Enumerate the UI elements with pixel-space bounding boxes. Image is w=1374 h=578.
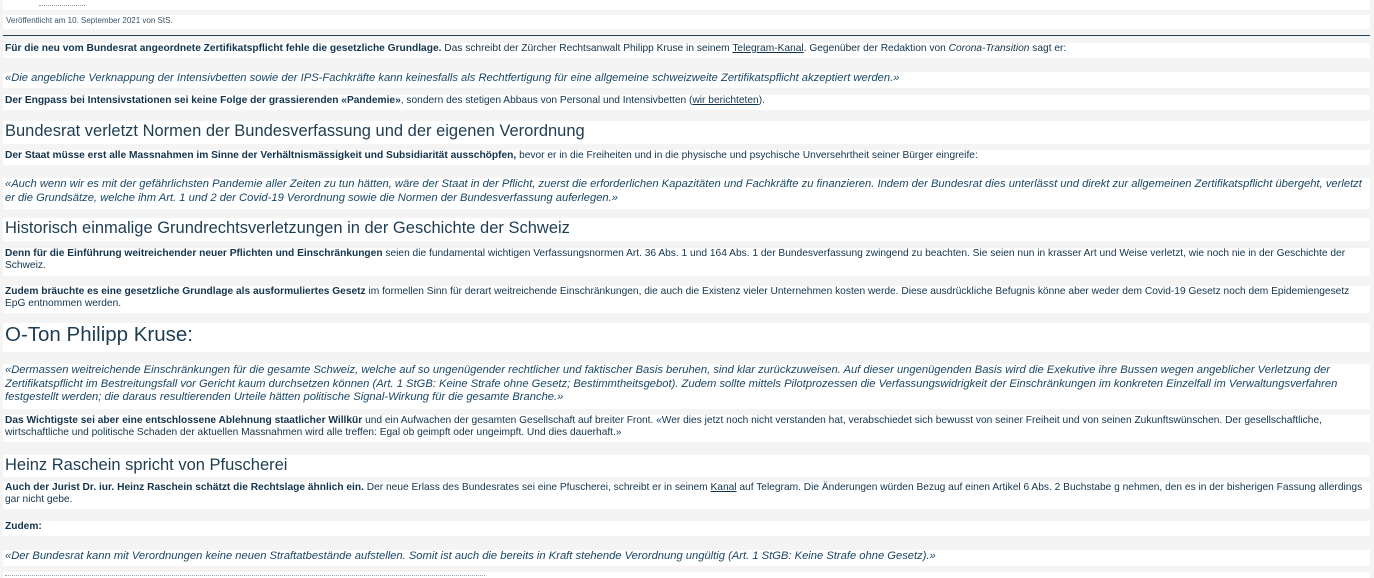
paragraph-rejection xyxy=(3,415,1370,442)
paragraph-text: seien die fundamental wichtigen Verfassungsnormen Art. 36 Abs. 1 und 164 Abs. 1 der Bundesverfassung zwingend zu beachten. Sie seien nun in krasser Art und Weise verletzt, wie noch nie in der Geschichte der Schweiz. xyxy=(5,248,1346,271)
paragraph-raschein xyxy=(3,482,1370,509)
publication-name: Corona-Transition xyxy=(948,43,1030,54)
section-heading-quote: O-Ton Philipp Kruse: xyxy=(3,323,1370,352)
paragraph-lead: Für die neu vom Bundesrat angeordnete Zertifikatspflicht fehle die gesetzliche Grundlage. xyxy=(5,43,442,54)
paragraph-text: Der neue Erlass des Bundesrates sei eine Pfuscherei, schreibt er in seinem xyxy=(363,482,711,493)
blockquote-kruse: «Dermassen weitreichende Einschränkungen für die gesamte Schweiz, welche auf so ungenügender rechtlicher und faktischer Basis beruhen, sind klar zurückzuweisen. Auf dieser ungenügenden Basis wird die Exekutive ihre Bussen wegen angeblicher Verletzung der Zertifikatspflicht im Bestreitungsfall vor Gericht kaum durchsetzen können (Art. 1 StGB: Keine Strafe ohne Gesetz; Bestimmtheitsgebot). Zudem sollte mittels Pilotprozessen die Verfassungswidrigkeit der Einschränkungen im konkreten Einzelfall im Verwaltungsverfahren festgestellt werden; die daraus resultierenden Urteile hätten politische Signal-Wirkung für die gesamte Branche.» xyxy=(3,364,1370,409)
paragraph-text: . Gegenüber der Redaktion von xyxy=(803,43,949,54)
paragraph-text: bevor er in die Freiheiten und in die physische und psychische Unversehrtheit seiner Bürger eingreife: xyxy=(516,150,978,161)
paragraph-obligations xyxy=(3,248,1370,276)
paragraph-text: auf Telegram. Die Änderungen würden Bezug auf einen Artikel 6 Abs. 2 Buchstabe g nehmen, den es in der bisherigen Fassung allerdings gar nicht gebe. xyxy=(5,482,1363,505)
paragraph-bottleneck xyxy=(3,95,1370,110)
previous-content-fragment xyxy=(3,0,1370,10)
paragraph-lead: Der Engpass bei Intensivstationen sei keine Folge der grassierenden «Pandemie» xyxy=(5,95,401,106)
next-content-fragment xyxy=(3,572,1370,578)
blockquote-federal-council: «Der Bundesrat kann mit Verordnungen keine neuen Straftatbestände aufstellen. Somit ist auch die bereits in Kraft stehende Verordnung ungültig (Art. 1 StGB: Keine Strafe ohne Gesetz).» xyxy=(3,550,1370,566)
paragraph-text: und ein Aufwachen der gesamten Gesellschaft auf breiter Front. «Wer dies jetzt noch nicht verstanden hat, verabschiedet sich bewusst von seiner Freiheit und von seinen Zukunftswünschen. Der gesellschaftliche, wirtschaftliche und politische Schaden der aktuellen Massnahmen wird alle treffen: Egal ob geimpft oder ungeimpft. Und dies dauerhaft.» xyxy=(5,415,1322,438)
publish-info: Veröffentlicht am 10. September 2021 von StS. xyxy=(3,15,1370,29)
section-heading-raschein: Heinz Raschein spricht von Pfuscherei xyxy=(3,455,1370,477)
paragraph-intro xyxy=(3,43,1370,58)
paragraph-moreover xyxy=(3,521,1370,536)
paragraph-legal-basis xyxy=(3,286,1370,313)
paragraph-lead: Auch der Jurist Dr. iur. Heinz Raschein schätzt die Rechtslage ähnlich ein. xyxy=(5,482,364,493)
paragraph-text: , sondern des stetigen Abbaus von Personal und Intensivbetten ( xyxy=(400,95,693,106)
section-heading-fundamental-rights: Historisch einmalige Grundrechtsverletzungen in der Geschichte der Schweiz xyxy=(3,218,1370,241)
divider xyxy=(3,35,1370,36)
paragraph-lead: Zudem: xyxy=(5,521,42,532)
blockquote-pandemic: «Auch wenn wir es mit der gefährlichsten Pandemie aller Zeiten zu tun hätten, wäre der Staat in der Pflicht, zuerst die erforderlichen Kapazitäten und Fachkräfte zu finanzieren. Indem der Bundesrat dies unterlässt und direkt zur allgemeinen Zertifikatspflicht übergeht, verletzt er die Grundsätze, welche ihm Art. 1 und 2 der Covid-19 Verordnung sowie die Normen der Bundesverfassung auferlegen.» xyxy=(3,178,1370,209)
raschein-channel-link[interactable]: Kanal xyxy=(710,482,737,493)
blockquote-intensive-beds: «Die angebliche Verknappung der Intensivbetten sowie der IPS-Fachkräfte kann keinesfalls als Rechtfertigung für eine allgemeine schweizweite Zertifikatspflicht akzeptiert werden.» xyxy=(3,72,1370,88)
paragraph-lead: Denn für die Einführung weitreichender neuer Pflichten und Einschränkungen xyxy=(5,248,383,259)
paragraph-text: sagt er: xyxy=(1029,43,1067,54)
paragraph-text: ). xyxy=(758,95,765,106)
paragraph-text: Das schreibt der Zürcher Rechtsanwalt Philipp Kruse in seinem xyxy=(441,43,733,54)
paragraph-lead: Der Staat müsse erst alle Massnahmen im Sinne der Verhältnismässigkeit und Subsidiarität ausschöpfen, xyxy=(5,150,517,161)
paragraph-text: im formellen Sinn für derart weitreichende Einschränkungen, die auch die Existenz vieler Unternehmen kosten werde. Diese ausdrückliche Befugnis könne aber weder dem Covid-19 Gesetz noch dem Epidemiengesetz EpG entnommen werden. xyxy=(5,286,1350,309)
paragraph-proportionality xyxy=(3,150,1370,165)
telegram-channel-link[interactable]: Telegram-Kanal xyxy=(732,43,804,54)
section-heading-constitution: Bundesrat verletzt Normen der Bundesverfassung und der eigenen Verordnung xyxy=(3,121,1370,144)
paragraph-lead: Das Wichtigste sei aber eine entschlossene Ablehnung staatlicher Willkür xyxy=(5,415,363,426)
paragraph-lead: Zudem bräuchte es eine gesetzliche Grundlage als ausformuliertes Gesetz xyxy=(5,286,366,297)
cut-off-text-line xyxy=(39,5,85,10)
previous-report-link[interactable]: wir berichteten xyxy=(692,95,759,106)
